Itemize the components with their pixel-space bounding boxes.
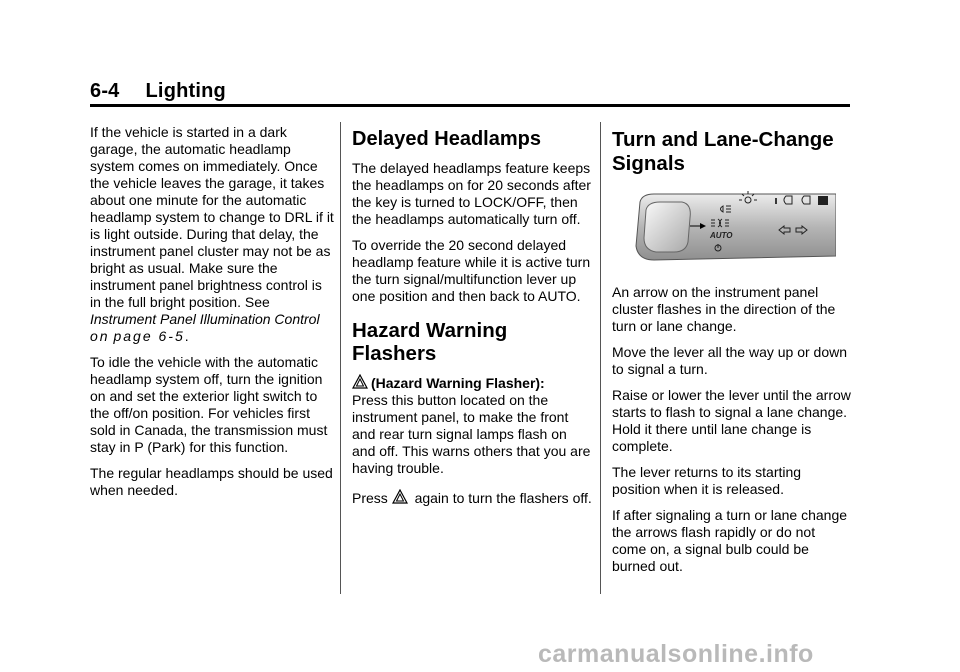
paragraph-turn-2: Move the lever all the way up or down to signal a turn. <box>612 344 848 377</box>
paragraph-turn-1: An arrow on the instrument panel cluster flashes in the direction of the turn or lane change. <box>612 284 836 334</box>
column-3 <box>612 128 852 584</box>
column-divider-2 <box>600 122 601 594</box>
header-rule <box>90 104 850 107</box>
paragraph-hazard: (Hazard Warning Flasher): Press this button located on the instrument panel, to make the front and rear turn signal lamps flash on and off. This warns others that you are having trouble. <box>352 375 591 476</box>
paragraph-press-again: Press again to turn the flashers off. <box>352 490 592 506</box>
paragraph-delayed-2: To override the 20 second delayed headlamp feature while it is active turn the turn signal/multifunction lever up one position and then back to AUTO. <box>352 237 591 304</box>
watermark: carmanualsonline.info <box>538 640 814 668</box>
heading-delayed-headlamps: Delayed Headlamps <box>352 128 541 150</box>
column-1 <box>90 124 334 508</box>
xref-instrument-panel-illumination[interactable]: Instrument Panel Illumination Control <box>90 311 320 327</box>
heading-hazard-warning-flashers: Hazard Warning Flashers <box>352 319 508 365</box>
paragraph-turn-3: Raise or lower the lever until the arrow starts to flash to signal a lane change. Hold it there until lane change is complete. <box>612 387 851 454</box>
chapter-number: 6-4 <box>90 80 120 102</box>
paragraph-regular-headlamps: The regular headlamps should be used when needed. <box>90 465 333 498</box>
heading-turn-lane-change-signals: Turn and Lane-Change Signals <box>612 128 834 175</box>
hazard-triangle-icon <box>352 374 368 390</box>
stalk-auto-label: AUTO <box>710 231 733 240</box>
paragraph-turn-5: If after signaling a turn or lane change the arrows flash rapidly or do not come on, a signal bulb could be burned out. <box>612 507 848 574</box>
column-2 <box>352 128 592 516</box>
xref-on: on <box>90 328 110 344</box>
paragraph-dark-garage: If the vehicle is started in a dark garage, the automatic headlamp system comes on immediately. Once the vehicle leaves the garage, it takes about one minute for the automatic headlamp system to change to DRL if it is light outside. During that delay, the instrument panel cluster may not be as bright as usual. Make sure the instrument panel brightness control is in the full bright position. See Instrument Panel Illumination Control on page 6-5. <box>90 124 334 344</box>
xref-page[interactable]: page 6-5 <box>113 328 185 344</box>
chapter-title: Lighting <box>145 80 226 102</box>
page-header <box>90 80 226 103</box>
paragraph-turn-4: The lever returns to its starting position when it is released. <box>612 464 802 497</box>
turn-signal-lever-illustration <box>626 186 836 272</box>
paragraph-delayed-1: The delayed headlamps feature keeps the headlamps on for 20 seconds after the key is turned to LOCK/OFF, then the headlamps automatically turn off. <box>352 160 591 227</box>
column-divider-1 <box>340 122 341 594</box>
hazard-triangle-icon <box>392 489 408 505</box>
paragraph-idle: To idle the vehicle with the automatic headlamp system off, turn the ignition on and set the exterior light switch to the off/on position. For vehicles first sold in Canada, the transmission must stay in P (Park) for this function. <box>90 354 328 455</box>
hazard-label: (Hazard Warning Flasher): <box>371 375 545 391</box>
